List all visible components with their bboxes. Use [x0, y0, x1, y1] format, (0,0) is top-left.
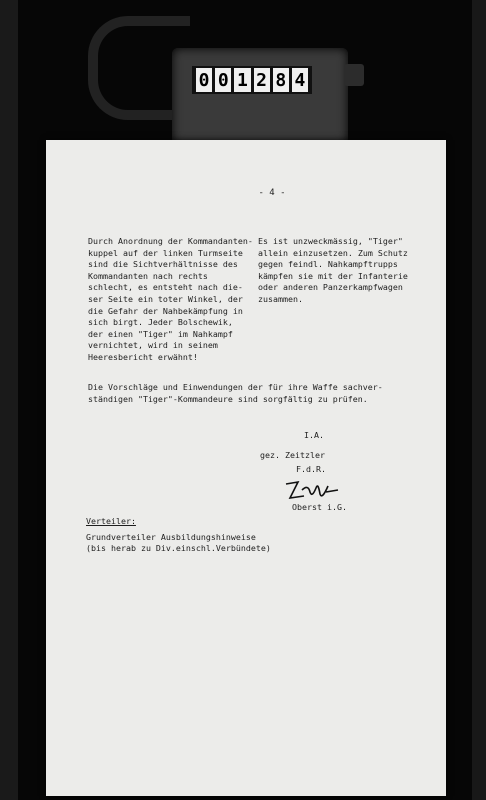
frame-counter-device — [172, 48, 348, 144]
signature-line-name: gez. Zeitzler — [260, 450, 325, 460]
closing-paragraph: Die Vorschläge und Einwendungen der für ihre Waffe sachver- ständigen "Tiger"-Kommandeure sind sorgfältig zu prüfen. — [88, 382, 383, 404]
counter-digit: 1 — [234, 68, 250, 92]
counter-digit: 0 — [215, 68, 231, 92]
frame-counter-display — [192, 66, 312, 94]
right-column-text: Es ist unzweckmässig, "Tiger" allein einzusetzen. Zum Schutz gegen feindl. Nahkampftrupps kämpfen sie mit der Infanterie oder anderen Panzerkampfwagen zusammen. — [258, 236, 408, 304]
film-edge-right — [472, 0, 486, 800]
counter-digit: 8 — [273, 68, 289, 92]
left-column-text: Durch Anordnung der Kommandanten- kuppel auf der linken Turmseite sind die Sichtverhältnisse des Kommandanten nach rechts schlecht, es entsteht nach die- ser Seite ein toter Winkel, der die Gefahr der Nahbekämpfung in sich birgt. Jeder Bolschewik, der einen "Tiger" im Nahkampf vernichtet, wird in seinem Heeresbericht erwähnt! — [88, 236, 253, 362]
counter-digit: 2 — [254, 68, 270, 92]
counter-digit: 0 — [196, 68, 212, 92]
signature-rank: Oberst i.G. — [292, 502, 347, 512]
distribution-heading: Verteiler: — [86, 516, 136, 526]
signature-line-ia: I.A. — [304, 430, 324, 440]
signature-line-fdr: F.d.R. — [296, 464, 326, 474]
document-page — [46, 140, 446, 796]
page-number: - 4 - — [258, 188, 286, 198]
counter-digit: 4 — [292, 68, 308, 92]
counter-knob — [344, 64, 364, 86]
film-edge-left — [0, 0, 18, 800]
distribution-list: Grundverteiler Ausbildungshinweise (bis herab zu Div.einschl.Verbündete) — [86, 532, 271, 553]
